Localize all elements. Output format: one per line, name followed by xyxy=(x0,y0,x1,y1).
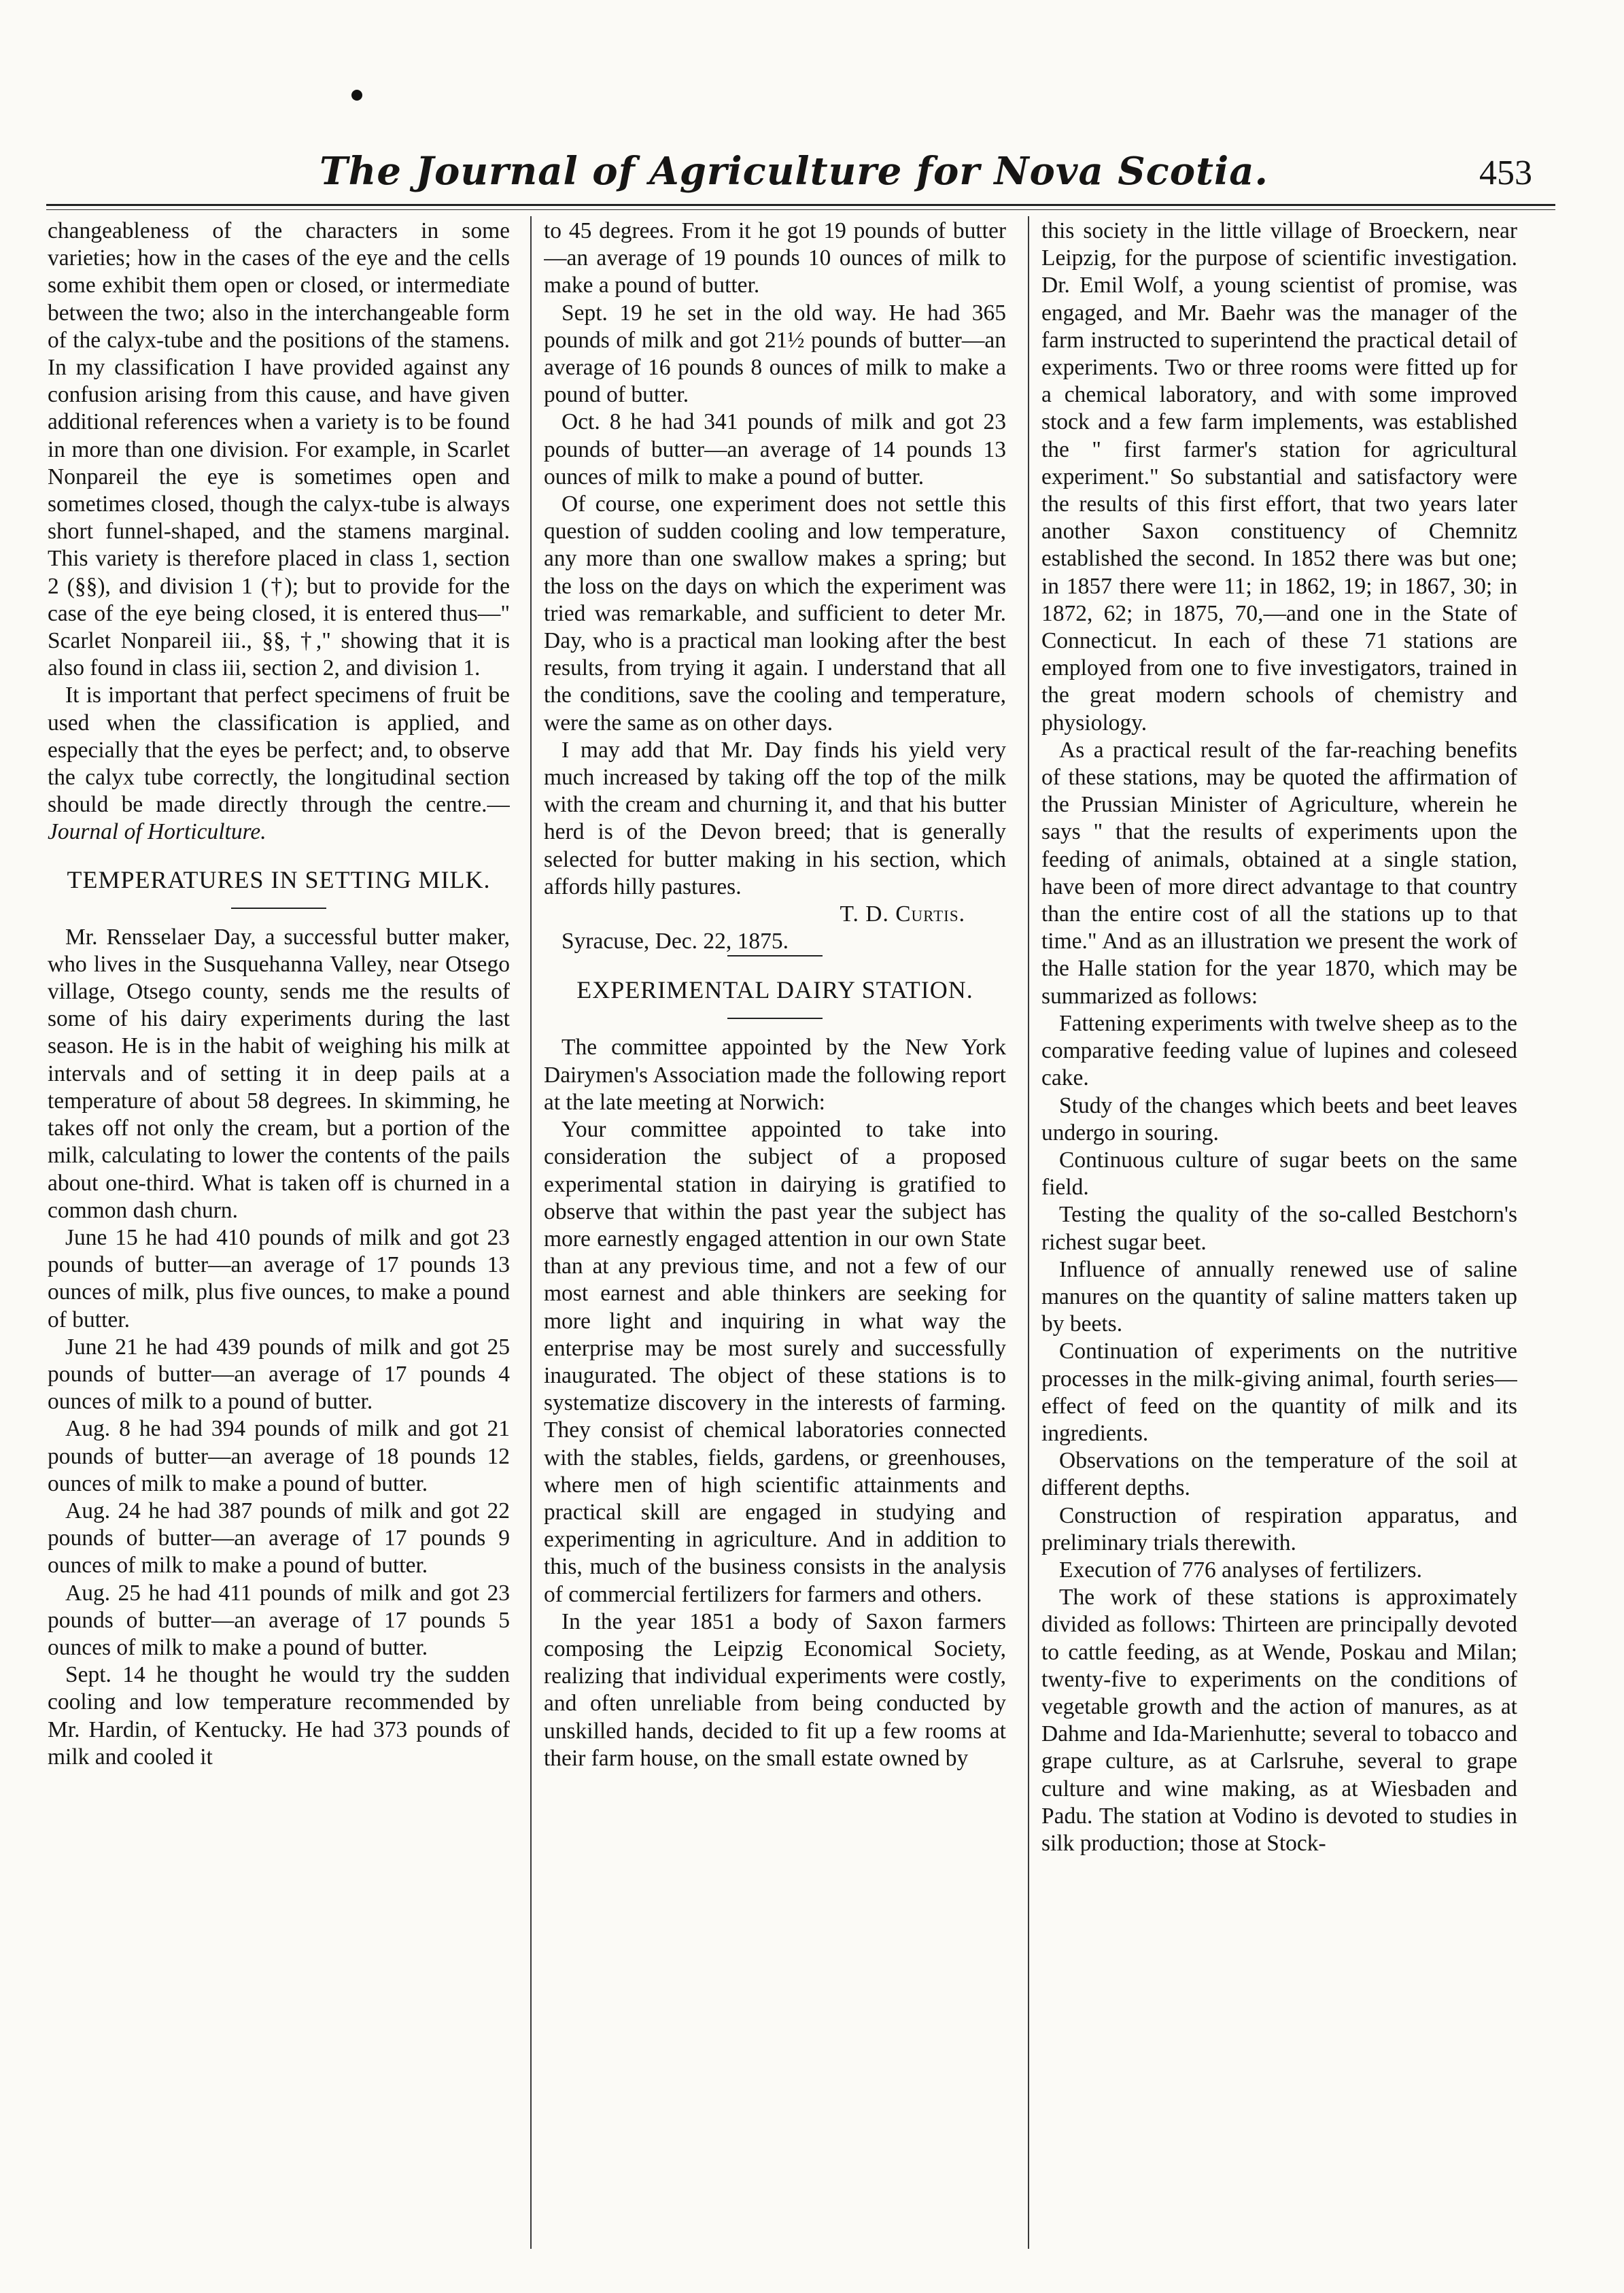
section-heading: TEMPERATURES IN SETTING MILK. xyxy=(67,865,491,893)
list-item: Execution of 776 analyses of fertilizers. xyxy=(1059,1557,1422,1583)
signature: T. D. Curtis. xyxy=(840,901,965,927)
paragraph: In the year 1851 a body of Saxon farmers composing the Leipzig Economical Society, realizing that individual experiments were costly, and often unreliable from being conducted by unskilled hands, decided to fit up a few rooms at their farm house, on the small estate owned by xyxy=(544,1608,1006,1771)
paragraph: I may add that Mr. Day finds his yield very much increased by taking off the top of the milk with the cream and churning it, and that his butter herd is of the Devon breed; that is generally selected for butter making in his section, which affords hilly pastures. xyxy=(544,737,1006,899)
list-item: Observations on the temperature of the soil at different depths. xyxy=(1041,1448,1517,1501)
list-item: Influence of annually renewed use of saline manures on the quantity of saline matters taken up by beets. xyxy=(1041,1256,1517,1337)
list-item: Construction of respiration apparatus, and preliminary trials therewith. xyxy=(1041,1502,1517,1555)
list-item: Testing the quality of the so-called Bestchorn's richest sugar beet. xyxy=(1041,1202,1517,1255)
page-header xyxy=(46,139,1542,201)
paragraph: June 15 he had 410 pounds of milk and got 23 pounds of butter—an average of 17 pounds 13 ounces of milk, plus five ounces, to make a pound of butter. xyxy=(48,1224,510,1332)
column-divider xyxy=(530,216,532,2249)
paragraph: Sept. 19 he set in the old way. He had 365 pounds of milk and got 21½ pounds of butter—an average of 16 pounds 8 ounces of milk to make a pound of butter. xyxy=(544,300,1006,408)
section-heading: EXPERIMENTAL DAIRY STATION. xyxy=(576,976,973,1004)
paragraph: to 45 degrees. From it he got 19 pounds of butter—an average of 19 pounds 10 ounces of milk to make a pound of butter. xyxy=(544,218,1006,298)
source-citation: Journal of Horticulture. xyxy=(48,819,266,845)
paragraph: The committee appointed by the New York Dairymen's Association made the following report at the late meeting at Norwich: xyxy=(544,1035,1006,1115)
heading-rule xyxy=(727,1018,823,1019)
paragraph: this society in the little village of Broeckern, near Leipzig, for the purpose of scientific investigation. Dr. Emil Wolf, a young scientist of promise, was engaged, and Mr. Baehr was the manager of the farm instructed to superintend the practical detail of experiments. Two or three rooms were fitted up for a chemical laboratory, and with some improved stock and a few farm implements, was established the " first farmer's station for agricultural experiment." So substantial and satisfactory were the results of this first effort, that two years later another Saxon constituency of Chemnitz established the second. In 1852 there was but one; in 1857 there were 11; in 1862, 19; in 1867, 30; in 1872, 62; in 1875, 70,—and one in the State of Connecticut. In each of these 71 stations are employed from one to five investigators, trained in the great modern schools of chemistry and physiology. xyxy=(1041,218,1517,736)
column-divider xyxy=(1028,216,1029,2249)
heading-rule xyxy=(727,955,823,956)
list-item: Fattening experiments with twelve sheep as to the comparative feeding value of lupines and coleseed cake. xyxy=(1041,1010,1517,1091)
column-left xyxy=(48,218,510,2257)
heading-rule xyxy=(231,908,326,909)
paragraph: Sept. 14 he thought he would try the sudden cooling and low temperature recommended by Mr. Hardin, of Kentucky. He had 373 pounds of milk and cooled it xyxy=(48,1662,510,1770)
paragraph: Aug. 24 he had 387 pounds of milk and got 22 pounds of butter—an average of 17 pounds 9 ounces of milk to make a pound of butter. xyxy=(48,1498,510,1579)
paragraph: Your committee appointed to take into consideration the subject of a proposed experimental station in dairying is gratified to observe that within the past year the subject has more earnestly engaged attention in our own State than at any previous time, and not a few of our most earnest and able thinkers are seeking for more light and inquiring in what way the enterprise may be most surely and successfully inaugurated. The object of these stations is to systematize discovery in the interests of farming. They consist of chemical laboratories connected with the stables, fields, gardens, or greenhouses, where men of high scientific attainments and practical skill are engaged in studying and experimenting in agriculture. And in addition to this, much of the business consists in the analysis of commercial fertilizers for farmers and others. xyxy=(544,1117,1006,1607)
header-rule xyxy=(46,204,1555,210)
paragraph: As a practical result of the far-reaching benefits of these stations, may be quoted the affirmation of the Prussian Minister of Agriculture, wherein he says " that the results of experiments upon the feeding of animals, obtained at a single station, have been of more direct advantage to that country than the entire cost of all the stations up to that time." And as an illustration we present the work of the Halle station for the year 1870, which may be summarized as follows: xyxy=(1041,737,1517,1009)
list-item: Continuous culture of sugar beets on the same field. xyxy=(1041,1147,1517,1201)
paragraph: Oct. 8 he had 341 pounds of milk and got 23 pounds of butter—an average of 14 pounds 13 ounces of milk to make a pound of butter. xyxy=(544,409,1006,489)
paragraph: Of course, one experiment does not settle this question of sudden cooling and low temperature, any more than one swallow makes a spring; but the loss on the days on which the experiment was tried was remarkable, and sufficient to deter Mr. Day, who is a practical man looking after the best results, from trying it again. I understand that all the conditions, save the cooling and temperature, were the same as on other days. xyxy=(544,492,1006,736)
dateline: Syracuse, Dec. 22, 1875. xyxy=(562,929,789,954)
paragraph: changeableness of the characters in some varieties; how in the cases of the eye and the cells some exhibit them open or closed, or intermediate between the two; also in the interchangeable form of the calyx-tube and the positions of the stamens. In my classification I have provided against any confusion arising from this cause, and have given additional references when a variety is to be found in more than one division. For example, in Scarlet Nonpareil the eye is sometimes open and sometimes closed, though the calyx-tube is always short funnel-shaped, and the stamens marginal. This variety is therefore placed in class 1, section 2 (§§), and division 1 (†); but to provide for the case of the eye being closed, it is entered thus—" Scarlet Nonpareil iii., §§, †," showing that it is also found in class iii, section 2, and division 1. xyxy=(48,218,510,681)
page-dot xyxy=(351,90,362,101)
paragraph: Aug. 25 he had 411 pounds of milk and got 23 pounds of butter—an average of 17 pounds 5 ounces of milk to make a pound of butter. xyxy=(48,1580,510,1660)
column-right xyxy=(1041,218,1517,2257)
list-item: Study of the changes which beets and beet leaves undergo in souring. xyxy=(1041,1092,1517,1145)
paragraph xyxy=(48,682,510,846)
list-item: Continuation of experiments on the nutritive processes in the milk-giving animal, fourth series—effect of feed on the quantity of milk and its ingredients. xyxy=(1041,1339,1517,1446)
journal-title: The Journal of Agriculture for Nova Scotia. xyxy=(319,149,1269,194)
page-number: 453 xyxy=(1479,154,1532,192)
paragraph: June 21 he had 439 pounds of milk and got 25 pounds of butter—an average of 17 pounds 4 ounces of milk to a pound of butter. xyxy=(48,1334,510,1415)
paragraph: Aug. 8 he had 394 pounds of milk and got 21 pounds of butter—an average of 18 pounds 12 ounces of milk to make a pound of butter. xyxy=(48,1416,510,1496)
paragraph: Mr. Rensselaer Day, a successful butter maker, who lives in the Susquehanna Valley, near Otsego village, Otsego county, sends me the results of some of his dairy experiments during the last season. He is in the habit of weighing his milk at intervals and of setting it in deep pails at a temperature of about 58 degrees. In skimming, he takes off not only the cream, but a portion of the milk, calculating to lower the contents of the pails about one-third. What is taken off is churned in a common dash churn. xyxy=(48,924,510,1223)
column-middle xyxy=(544,218,1006,2257)
paragraph: The work of these stations is approximately divided as follows: Thirteen are principally devoted to cattle feeding, as at Wende, Poskau and Milan; twenty-five to experiments on the conditions of vegetable growth and the action of manures, as at Dahme and Ida-Marienhutte; several to tobacco and grape culture, as at Carlsruhe, several to grape culture and wine making, as at Wiesbaden and Padu. The station at Vodino is devoted to studies in silk production; those at Stock- xyxy=(1041,1585,1517,1856)
paragraph-text: It is important that perfect specimens of fruit be used when the classification is applied, and especially that the eyes be perfect; and, to observe the calyx tube correctly, the longitudinal section should be made directly through the centre.— xyxy=(48,683,510,818)
